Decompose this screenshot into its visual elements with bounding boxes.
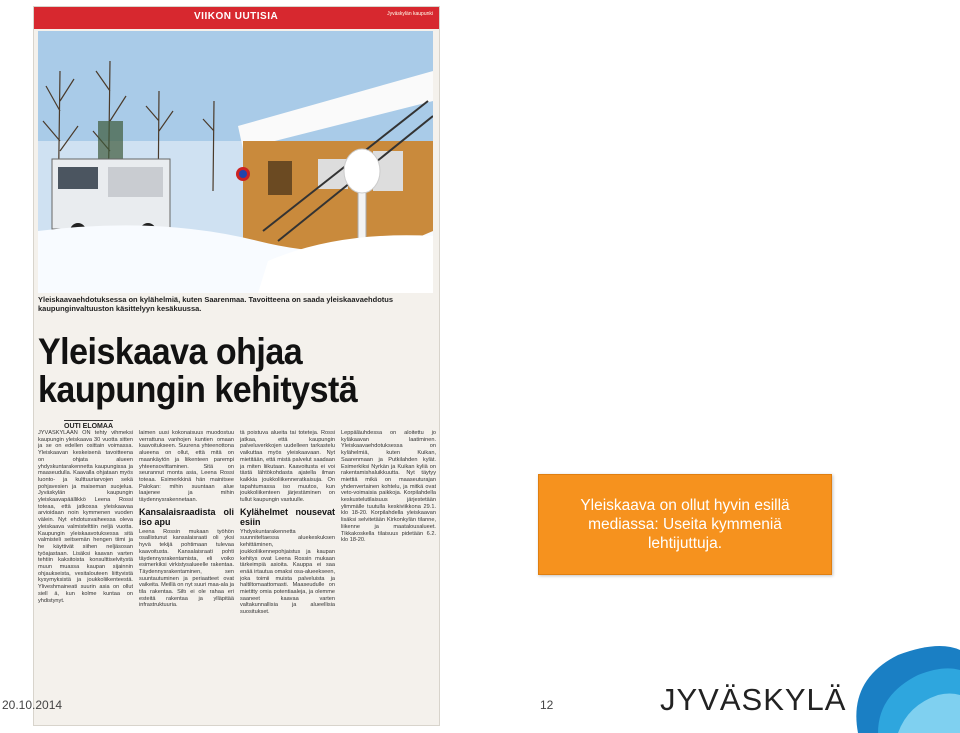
column-2-text: laimen uusi kokonaisuus muodostuu verrattuna vanhojen kuntien omaan kaavoitukseen. Suurena yhteenottona alueena on ollut, että mitä on maankäytön ja liikenteen parempi yhteensovittaminen. Sitä on seurannut monta asia, Leena Rossi toteaa. Esimerkkinä hän mainitsee Palokan: mihin suuntaan alue laajenee ja mihin täydennysrakennetaan. [139,430,234,504]
article-body [38,430,436,720]
subheading-kylahelmet: Kylähelmet nousevat esiin [240,506,335,527]
page-number: 12 [540,698,554,712]
headline-line-1: Yleiskaava ohjaa [38,331,303,373]
article-column-3 [240,430,335,720]
article-column-2 [139,430,234,720]
column-1-text: JYVÄSKYLÄÄN ON tehty vihmeksi kaupungin yleiskaava 30 vuotta sitten ja se on edellen osittain voimassa. Yleiskaavan keskeisenä tavoitteena on ohjata alueen yhdyskuntarakennetta kaupungissa ja maaseudulla. Kaavalla ohjataan myös luonto- ja kulttuuriarvojen sekä pohjavesien ja maiseman suojelua. Jyväskylän kaupungin yleiskaavapäällikkö Leena Rossi toteaa, että jatkossa yleiskaavaa arvioidaan noin kymmenen vuoden välein. Nyt ehdotusvaiheessa oleva yleiskaava valmistelttiin neljä vuotta. Kaupungin yleiskaavotuksessa sitä valmisteli seitsemän hengen tiimi ja he käyttivät siihen neljäsosan työajastaan. Lisäksi kaavan varten tehtiin kaksitoista konsulttiselvitystä muun muassa kaupan sijainnin ohjaukseista, vesitalouteen liittyvistä kysymyksistä ja joukkoliikenteestä. Yliveshmaineati suurin asia on ollut siell ä, kun kolme kuntaa on yhdistynyt. [38,430,133,604]
subheading-kansalaisraati: Kansalaisraadista oli iso apu [139,506,234,527]
column-4-text: Leppäläuhdessa on aloitettu jo kyläkaavan laatiminen. Yleiskaavaehdotuksessa on kylähelmiä, kuten Kuikan, Saarenmaan ja Putkilahden kylät. Esimerkiksi Nyrkän ja Kuikan kyliä on rakentamishaluikkuutta. Nyt täytyy miettiä mikä on maaseuturajan yhdenvertainen kohtelu, ja mitkä ovat veto-voimaisia paikkoja. Korpilahdella keskustelutilaisuus järjestetään ylimmälle tuutulla keskiviikkona 29.1. klo 18-20. Korpilahdella yleiskaavan lisäksi selvitetään Kirkonkylän tilanne, liikenne ja maatalousalueet. Tikkakoskella tilaisuus pidetään 6.2. klo 18-20. [341,430,436,544]
column-2b-text: Leena Rossin mukaan työhön osallistunut kansalaisraati oli yksi hyvä tekijä pohtimaan tulevaa kaavoitusta. Kansalaisraati pohti täydennysrakentamista, eli voiko esimerkiksi virkistysalueelle rakentaa. Täydennysrakentaminen, sen suuntautuminen ja periaatteet ovat vaikeita. Meillä on nyt suuri maa-ala ja tila rakentaa. Siltı ei ole rahaa eri esteitä rakentaa ja ylläpitää infrastruktuuria. [139,528,234,609]
jyvaskyla-logo-icon [838,640,960,733]
callout-text: Yleiskaava on ollut hyvin esillä mediassa: Useita kymmeniä lehtijuttuja. [580,497,790,552]
newspaper-clipping [33,6,440,726]
clipping-banner [34,7,439,29]
headline-line-2: kaupungin kehitystä [38,369,358,411]
photo-caption: Yleiskaavaehdotuksessa on kylähelmiä, kuten Saarenmaa. Tavoitteena on saada yleiskaavaehdotus kaupunginvaltuuston käsittelyyn kesäkuussa. [38,295,394,313]
article-headline [38,331,438,411]
column-3b-text: Yhdyskuntarakennetta suunniteltaessa aluekeskuksen kehittäminen, joukkoliikennepohjaistus ja kaupan kehitys ovat Leena Rossin mukaan tärkeimpiä asioita. Kauppa ei saa enää irtautua omaksi osa-alueekseen, joka toimii muista palveluista ja haltiltomaattomasti. Maaseudulle on mietitty omia potentiaaleja, ja olemme saaneet kaavaa varten valtakunnallisia ja alueellisia suositukset. [240,528,335,616]
article-author: OUTI ELOMAA [64,420,113,430]
article-column-4 [341,430,436,720]
callout-box [538,474,832,575]
article-column-1 [38,430,133,720]
banner-title: VIIKON UUTISIA [194,11,279,22]
column-3-text: tä poistuva alueita tai toteteja. Rossi jatkaa, että kaupungin palveluverkkojen uudelleen tarkastelu vaikuttaa myös yleiskaavaan. Nyt mietitään, että mistä palvelut saadaan ja miten liikutaan. Kaavoitusta ei voi tästä lähtökohdasta ajatella ilman kaikkia joukkoliikenneratkaisuja. On tapahtumassa iso muutos, kun joukkoliikenteen järjestäminen on tullut kaupungin vastuulle. [240,430,335,504]
winter-photo [38,31,433,293]
footer-date: 20.10.2014 [2,698,63,712]
jyvaskyla-logo-text: JYVÄSKYLÄ [660,682,847,717]
banner-source: Jyväskylän kaupunki [387,11,433,17]
